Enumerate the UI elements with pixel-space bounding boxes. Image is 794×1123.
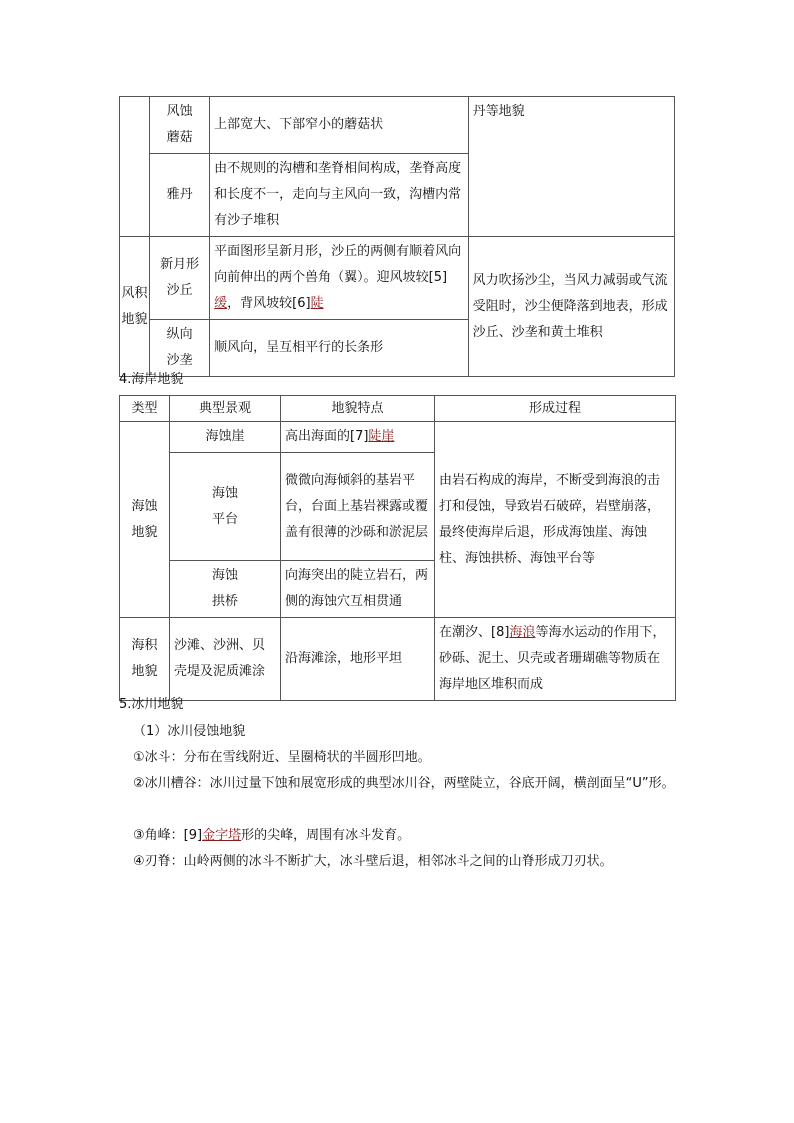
- glacier-subheading: （1）冰川侵蚀地貌: [133, 724, 246, 739]
- answer-9: 金字塔: [202, 828, 242, 843]
- feature-haishi-pingtai: 微微向海倾斜的基岩平台，台面上基岩裸露或覆盖有很薄的沙砾和淤泥层: [281, 453, 435, 561]
- landscape-xinyue-shaqiu: 新月形 沙丘: [150, 237, 210, 320]
- process-text: 在潮汐、[8]: [439, 625, 510, 640]
- glacier-item-arete: ④刃脊：山岭两侧的冰斗不断扩大，冰斗壁后退，相邻冰斗之间的山脊形成刀刃状。: [133, 854, 613, 869]
- header-landscape: 典型景观: [170, 396, 281, 422]
- feature-text: ，背风坡较[6]: [227, 296, 311, 311]
- coastal-landform-table: [119, 395, 676, 701]
- group-haishi: 海蚀 地貌: [120, 422, 170, 618]
- landscape-haishi-gongqiao: 海蚀 拱桥: [170, 561, 281, 618]
- process-haiji: [435, 618, 676, 701]
- wind-landform-table: [119, 96, 675, 377]
- glacier-item-trough: ②冰川槽谷：冰川过量下蚀和展宽形成的典型冰川谷，两壁陡立，谷底开阔，横剖面呈“U”形。: [133, 776, 675, 791]
- feature-haishiya: [281, 422, 435, 453]
- feature-haiji: 沿海滩涂，地形平坦: [281, 618, 435, 701]
- feature-yadan: 由不规则的沟槽和垄脊相间构成，垄脊高度和长度不一，走向与主风向一致，沟槽内常有沙子堆积: [210, 154, 468, 237]
- header-feature: 地貌特点: [281, 396, 435, 422]
- group-fengji: 风积 地貌: [120, 237, 150, 377]
- answer-8: 海浪: [509, 625, 536, 640]
- feature-text: 高出海面的[7]: [285, 429, 369, 444]
- feature-fengshi-mogu: 上部宽大、下部窄小的蘑菇状: [210, 97, 468, 154]
- section-heading-coastal: 4.海岸地貌: [119, 372, 184, 387]
- answer-6: 陡: [310, 296, 324, 311]
- header-process: 形成过程: [435, 396, 676, 422]
- feature-text: 平面图形呈新月形，沙丘的两侧有顺着风向向前伸出的两个兽角（翼）。迎风坡较[5]: [214, 244, 462, 285]
- group-haiji: 海积 地貌: [120, 618, 170, 701]
- landscape-yadan: 雅丹: [150, 154, 210, 237]
- glacier-item-horn: [133, 823, 678, 849]
- item-text: ③角峰：[9]: [133, 828, 203, 843]
- landscape-haiji: 沙滩、沙洲、贝壳堤及泥质滩涂: [170, 618, 281, 701]
- header-type: 类型: [120, 396, 170, 422]
- feature-haishi-gongqiao: 向海突出的陡立岩石，两侧的海蚀穴互相贯通: [281, 561, 435, 618]
- process-haishi: 由岩石构成的海岸，不断受到海浪的击打和侵蚀，导致岩石破碎，岩壁崩落，最终使海岸后退，形成海蚀崖、海蚀柱、海蚀拱桥、海蚀平台等: [435, 422, 676, 618]
- feature-xinyue-shaqiu: [210, 237, 468, 320]
- glacier-item-cirque: ①冰斗：分布在雪线附近、呈圈椅状的半圆形凹地。: [133, 750, 431, 765]
- feature-zongxiang-shalong: 顺风向，呈互相平行的长条形: [210, 320, 468, 377]
- answer-5: 缓: [214, 296, 228, 311]
- item-text: 形的尖峰，周围有冰斗发育。: [241, 828, 411, 843]
- group-cell-empty: [120, 97, 150, 237]
- process-text: 等海水运动的作用下，砂砾、泥土、贝壳或者珊瑚礁等物质在海岸地区堆积而成: [439, 625, 666, 692]
- landscape-fengshi-mogu: 风蚀 蘑菇: [150, 97, 210, 154]
- process-fengji: 风力吹扬沙尘，当风力减弱或气流受阻时，沙尘便降落到地表，形成沙丘、沙垄和黄土堆积: [468, 237, 674, 377]
- answer-7: 陡崖: [368, 429, 395, 444]
- process-fengshi-continued: 丹等地貌: [468, 97, 674, 237]
- landscape-haishiya: 海蚀崖: [170, 422, 281, 453]
- landscape-haishi-pingtai: 海蚀 平台: [170, 453, 281, 561]
- section-heading-glacier: 5.冰川地貌: [119, 697, 184, 712]
- landscape-zongxiang-shalong: 纵向 沙垄: [150, 320, 210, 377]
